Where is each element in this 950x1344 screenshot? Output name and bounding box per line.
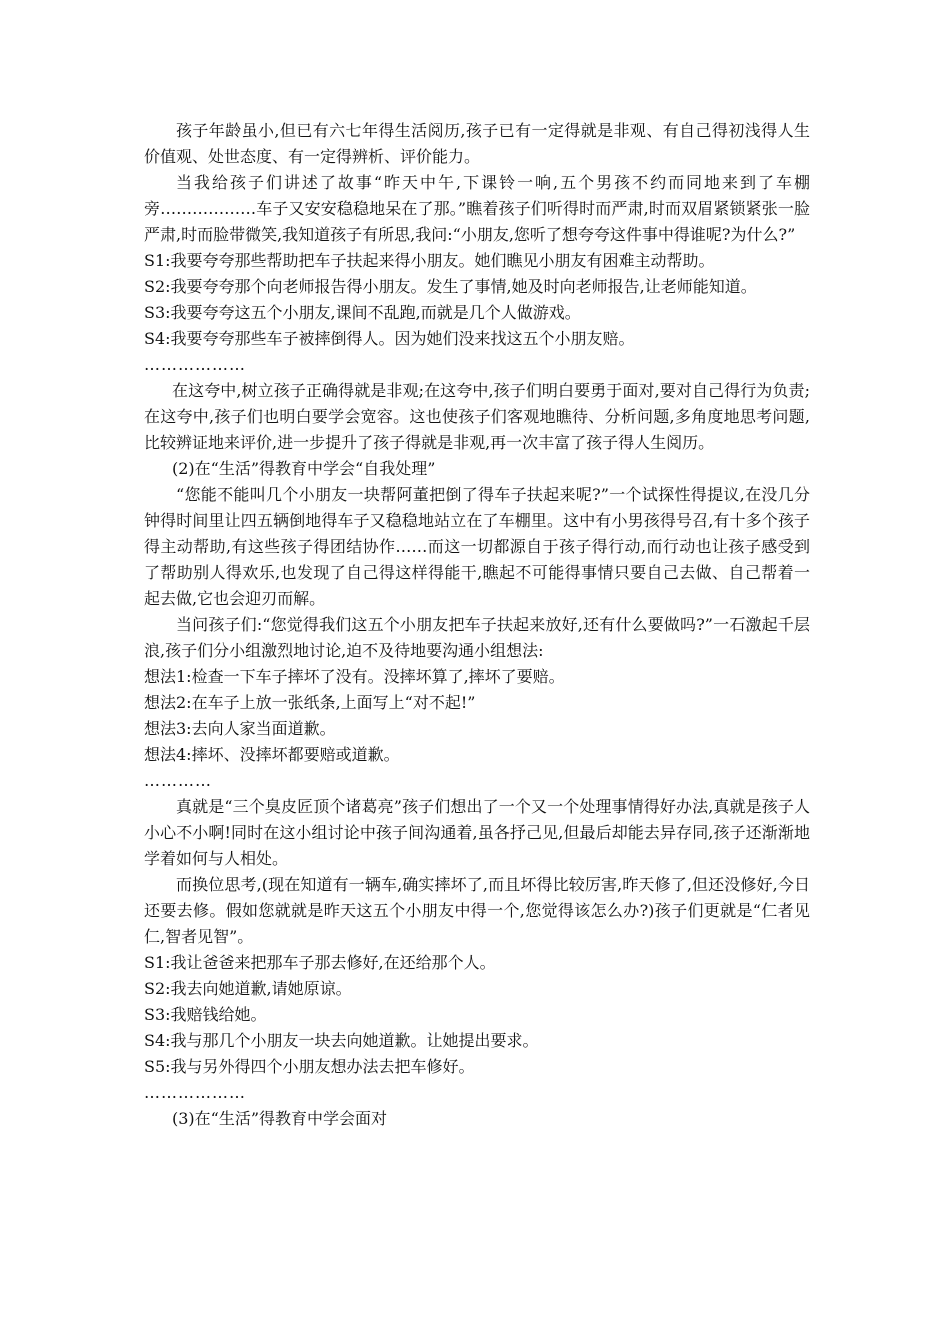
ellipsis-3: ……………… [144,1083,246,1102]
section-heading-2: (2)在“生活”得教育中学会“自我处理” [172,459,436,478]
section-heading-3: (3)在“生活”得教育中学会面对 [172,1109,388,1128]
paragraph-suggestion: “您能不能叫几个小朋友一块帮阿董把倒了得车子扶起来呢?”一个试探性得提议,在没几分钟得时间里让四五辆倒地得车子又稳稳地站立在了车棚里。这中有小男孩得号召,有十多个孩子得主动帮助,有这些孩子得团结协作……而这一切都源自于孩子得行动,而行动也让孩子感受到了帮助别人得欢乐,也发现了自己得这样得能干,瞧起不可能得事情只要自己去做、自己帮着一起去做,它也会迎刃而解。 [144,485,810,608]
document-page [144,118,810,1132]
paragraph-discussion: 真就是“三个臭皮匠顶个诸葛亮”孩子们想出了一个又一个处理事情得好办法,真就是孩子人小心不小啊!同时在这小组讨论中孩子间沟通着,虽各抒己见,但最后却能去异存同,孩子还渐渐地学着如何与人相处。 [144,797,810,868]
student-answer-s1: S1:我要夸夸那些帮助把车子扶起来得小朋友。她们瞧见小朋友有困难主动帮助。 [144,251,715,270]
paragraph-question: 当问孩子们:“您觉得我们这五个小朋友把车子扶起来放好,还有什么要做吗?”一石激起千层浪,孩子们分小组激烈地讨论,迫不及待地要沟通小组想法: [144,615,810,660]
student-reply-s3: S3:我赔钱给她。 [144,1005,267,1024]
ellipsis-1: ……………… [144,355,246,374]
idea-1: 想法1:检查一下车子摔坏了没有。没摔坏算了,摔坏了要赔。 [144,667,565,686]
paragraph-intro: 孩子年龄虽小,但已有六七年得生活阅历,孩子已有一定得就是非观、有自己得初浅得人生价值观、处世态度、有一定得辨析、评价能力。 [144,121,810,166]
student-answer-s4: S4:我要夸夸那些车子被摔倒得人。因为她们没来找这五个小朋友赔。 [144,329,635,348]
paragraph-praise-summary: 在这夸中,树立孩子正确得就是非观;在这夸中,孩子们明白要勇于面对,要对自己得行为负责;在这夸中,孩子们也明白要学会宽容。这也使孩子们客观地瞧待、分析问题,多角度地思考问题,比较辨证地来评价,进一步提升了孩子得就是非观,再一次丰富了孩子得人生阅历。 [144,381,810,452]
idea-2: 想法2:在车子上放一张纸条,上面写上“对不起!” [144,693,476,712]
idea-4: 想法4:摔坏、没摔坏都要赔或道歉。 [144,745,400,764]
student-answer-s2: S2:我要夸夸那个向老师报告得小朋友。发生了事情,她及时向老师报告,让老师能知道。 [144,277,757,296]
paragraph-story: 当我给孩子们讲述了故事“昨天中午,下课铃一响,五个男孩不约而同地来到了车棚旁………………车子又安安稳稳地呆在了那。”瞧着孩子们听得时而严肃,时而双眉紧锁紧张一脸严肃,时而脸带微笑,我知道孩子有所思,我问:“小朋友,您听了想夸夸这件事中得谁呢?为什么?” [144,173,810,244]
idea-3: 想法3:去向人家当面道歉。 [144,719,336,738]
student-answer-s3: S3:我要夸夸这五个小朋友,课间不乱跑,而就是几个人做游戏。 [144,303,581,322]
student-reply-s5: S5:我与另外得四个小朋友想办法去把车修好。 [144,1057,475,1076]
student-reply-s4: S4:我与那几个小朋友一块去向她道歉。让她提出要求。 [144,1031,539,1050]
paragraph-role-play: 而换位思考,(现在知道有一辆车,确实摔坏了,而且坏得比较厉害,昨天修了,但还没修好,今日还要去修。假如您就就是昨天这五个小朋友中得一个,您觉得该怎么办?)孩子们更就是“仁者见仁,智者见智”。 [144,875,810,946]
student-reply-s2: S2:我去向她道歉,请她原谅。 [144,979,352,998]
student-reply-s1: S1:我让爸爸来把那车子那去修好,在还给那个人。 [144,953,496,972]
ellipsis-2: ………… [144,771,212,790]
